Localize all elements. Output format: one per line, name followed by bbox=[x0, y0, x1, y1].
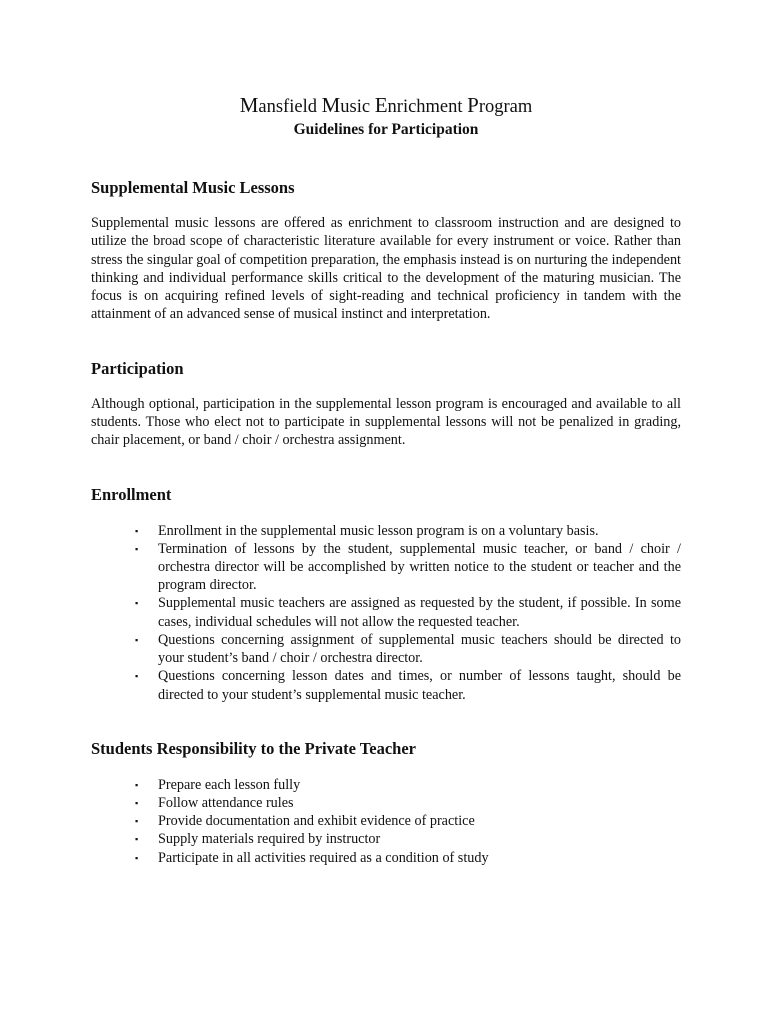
list-item-text: Supply materials required by instructor bbox=[158, 831, 381, 848]
square-bullet-icon: ▪ bbox=[135, 797, 139, 808]
title-initial: M bbox=[239, 93, 259, 117]
list-item-text: Supplemental music teachers are assigned as requested by the student, if possible. In some cases, individual schedules will not allow the requested teacher. bbox=[158, 595, 681, 630]
list-item-text: Follow attendance rules bbox=[158, 794, 294, 811]
square-bullet-icon: ▪ bbox=[135, 634, 139, 645]
document-title bbox=[91, 93, 681, 119]
list-item-text: Enrollment in the supplemental music lesson program is on a voluntary basis. bbox=[158, 522, 599, 539]
title-word: usic bbox=[340, 97, 375, 117]
list-item bbox=[135, 776, 681, 794]
square-bullet-icon: ▪ bbox=[135, 671, 139, 682]
list-item bbox=[135, 522, 681, 540]
square-bullet-icon: ▪ bbox=[135, 779, 139, 790]
title-initial: E bbox=[374, 93, 388, 117]
square-bullet-icon: ▪ bbox=[135, 816, 139, 827]
responsibility-list bbox=[91, 776, 681, 867]
list-item-text: Questions concerning lesson dates and times, or number of lessons taught, should be directed to your student’s supplemental music teacher. bbox=[158, 668, 681, 703]
section-paragraph-supplemental-lessons: Supplemental music lessons are offered as enrichment to classroom instruction and are designed to utilize the broad scope of characteristic literature available for every instrument or voice. Rather than stress the singular goal of competition preparation, the emphasis instead is on nurturing the independent thinking and individual performance skills critical to the development of the maturing musician. The focus is on acquiring refined levels of sight-reading and technical proficiency in tandem with the attainment of an advanced sense of musical instinct and interpretation. bbox=[91, 215, 681, 323]
square-bullet-icon: ▪ bbox=[135, 598, 139, 609]
enrollment-list bbox=[91, 522, 681, 704]
section-paragraph-participation: Although optional, participation in the supplemental lesson program is encouraged and available to all students. Those who elect not to participate in supplemental lessons will not be penalized in grading, chair placement, or band / choir / orchestra assignment. bbox=[91, 395, 681, 449]
square-bullet-icon: ▪ bbox=[135, 834, 139, 845]
list-item-text: Participate in all activities required as a condition of study bbox=[158, 849, 489, 866]
section-heading-participation: Participation bbox=[91, 358, 184, 378]
document-page bbox=[91, 93, 681, 867]
list-item bbox=[135, 849, 681, 867]
title-word: rogram bbox=[478, 97, 533, 117]
square-bullet-icon: ▪ bbox=[135, 852, 139, 863]
section-heading-student-responsibility: Students Responsibility to the Private Teacher bbox=[91, 738, 416, 758]
list-item-text: Provide documentation and exhibit evidence of practice bbox=[158, 813, 475, 830]
title-word: nrichment bbox=[387, 97, 468, 117]
title-word: ansfield bbox=[258, 97, 322, 117]
square-bullet-icon: ▪ bbox=[135, 543, 139, 554]
document-subtitle: Guidelines for Participation bbox=[293, 121, 479, 138]
list-item bbox=[135, 667, 681, 703]
title-initial: P bbox=[467, 93, 479, 117]
list-item bbox=[135, 812, 681, 830]
list-item bbox=[135, 540, 681, 595]
list-item-text: Questions concerning assignment of supplemental music teachers should be directed to your student’s band / choir / orchestra director. bbox=[158, 631, 681, 667]
list-item-text: Termination of lessons by the student, supplemental music teacher, or band / choir / orchestra director will be accomplished by written notice to the student or teacher and the program director. bbox=[158, 540, 681, 594]
square-bullet-icon: ▪ bbox=[135, 525, 139, 536]
section-heading-supplemental-lessons: Supplemental Music Lessons bbox=[91, 178, 295, 197]
section-heading-enrollment: Enrollment bbox=[91, 484, 172, 504]
list-item bbox=[135, 830, 681, 848]
list-item-text: Prepare each lesson fully bbox=[158, 776, 301, 793]
title-initial: M bbox=[321, 93, 341, 117]
list-item bbox=[135, 794, 681, 812]
list-item bbox=[135, 631, 681, 667]
list-item bbox=[135, 594, 681, 630]
